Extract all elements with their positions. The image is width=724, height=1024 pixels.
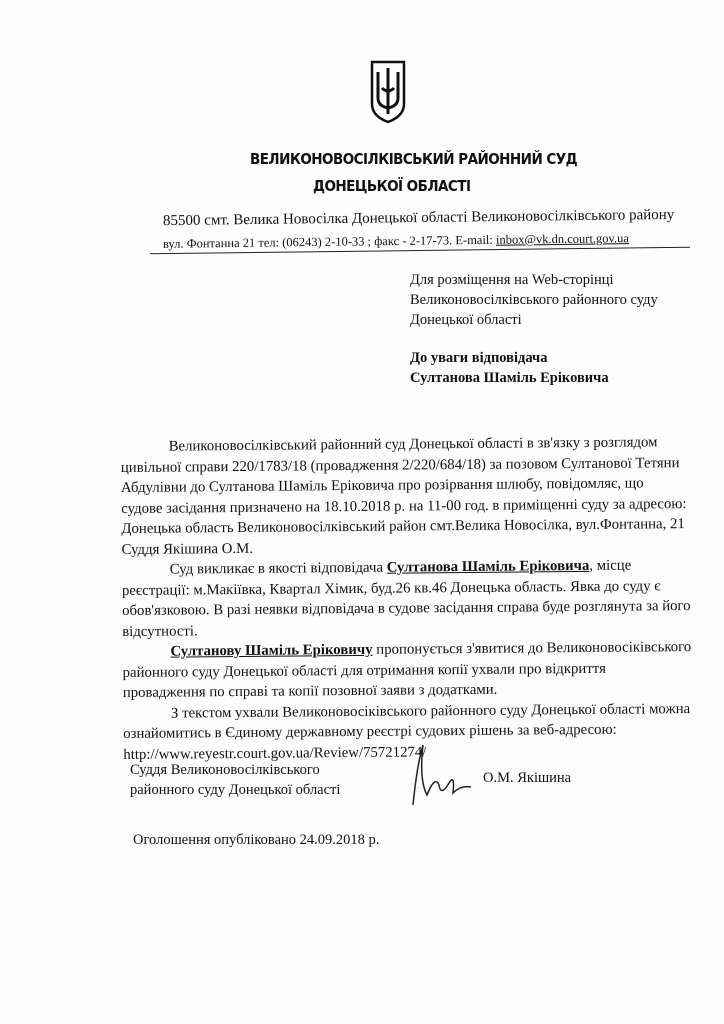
recipient-line: Донецької області xyxy=(410,312,522,328)
body-line: Великоновосілківський районний суд Донецької області в зв'язку з розглядом xyxy=(168,434,658,455)
signature-title xyxy=(130,760,340,800)
recipient-line: Для розміщення на Web-сторінці xyxy=(410,272,614,288)
body-line: З текстом ухвали Великоновосіківського районного суду Донецької області можна xyxy=(170,700,691,722)
body-line: Суддя Якішина О.М. xyxy=(121,540,254,558)
court-region: ДОНЕЦЬКОЇ ОБЛАСТІ xyxy=(313,177,471,195)
registry-link[interactable]: http://www.reyestr.court.gov.ua/Review/75721274/ xyxy=(123,743,427,763)
body-line: Абдулівни до Султанова Шаміль Еріковича про розірвання шлюбу, повідомляє, що xyxy=(120,475,644,497)
body-text: , місце xyxy=(589,557,632,574)
body-text: пропонується з'явитися до Великоновосіківського xyxy=(372,639,692,658)
body-line: Донецька область Великоновосілківський район смт.Велика Новосілка, вул.Фонтанна, 21 xyxy=(121,516,685,538)
body-line: провадження по справі та копії позовної заяви з додатками. xyxy=(122,681,498,701)
body-line: обов'язковою. В разі неявки відповідача в судове засідання справа буде розглянута за його xyxy=(122,598,691,619)
publication-date: Оголошення опубліковано 24.09.2018 р. xyxy=(133,832,380,848)
defendant-name: Султанову Шаміль Еріковичу xyxy=(170,641,373,660)
attention-line: До уваги відповідача xyxy=(410,350,548,366)
contacts-text: вул. Фонтанна 21 тел: (06243) 2-10-33 ; факс - 2-17-73. E-mail: xyxy=(162,232,497,251)
body-text: Суд викликає в якості відповідача xyxy=(169,559,387,578)
notice-body xyxy=(121,432,693,765)
attention-line: Султанова Шаміль Еріковича xyxy=(410,370,609,386)
recipient-block xyxy=(410,270,658,388)
body-line: судове засідання призначено на 18.10.2018 р. на 11-00 год. в приміщенні суду за адресою: xyxy=(121,495,687,517)
trident-emblem-icon xyxy=(368,58,408,124)
body-line: реєстрації: м.Макіївка, Квартал Хімик, буд.26 кв.46 Донецька область. Явка до суду є xyxy=(121,577,661,599)
handwritten-signature xyxy=(405,735,475,810)
body-line: цивільної справи 220/1783/18 (провадження 2/220/684/18) за позовом Султанової Тетяни xyxy=(120,454,680,476)
defendant-name: Султанова Шаміль Еріковича xyxy=(386,557,590,576)
judge-name: О.М. Якішина xyxy=(483,770,572,786)
recipient-line: Великоновосілківського районного суду xyxy=(410,292,658,308)
signature-line: Суддя Великоновосілківського xyxy=(130,762,320,778)
court-name: ВЕЛИКОНОВОСІЛКІВСЬКИЙ РАЙОННИЙ СУД xyxy=(250,150,578,168)
body-line: районного суду Донецької області для отримання копії ухвали про відкриття xyxy=(122,660,606,681)
body-line: ознайомитись в Єдиному державному реєстрі судових рішень за веб-адресою: xyxy=(123,721,617,742)
body-line: відсутності. xyxy=(122,622,198,640)
court-address: 85500 смт. Велика Новосілка Донецької області Великоновосілківського району xyxy=(162,206,675,230)
email-link[interactable]: inbox@vk.dn.court.gov.ua xyxy=(495,231,629,247)
signature-line: районного суду Донецької області xyxy=(130,782,341,798)
